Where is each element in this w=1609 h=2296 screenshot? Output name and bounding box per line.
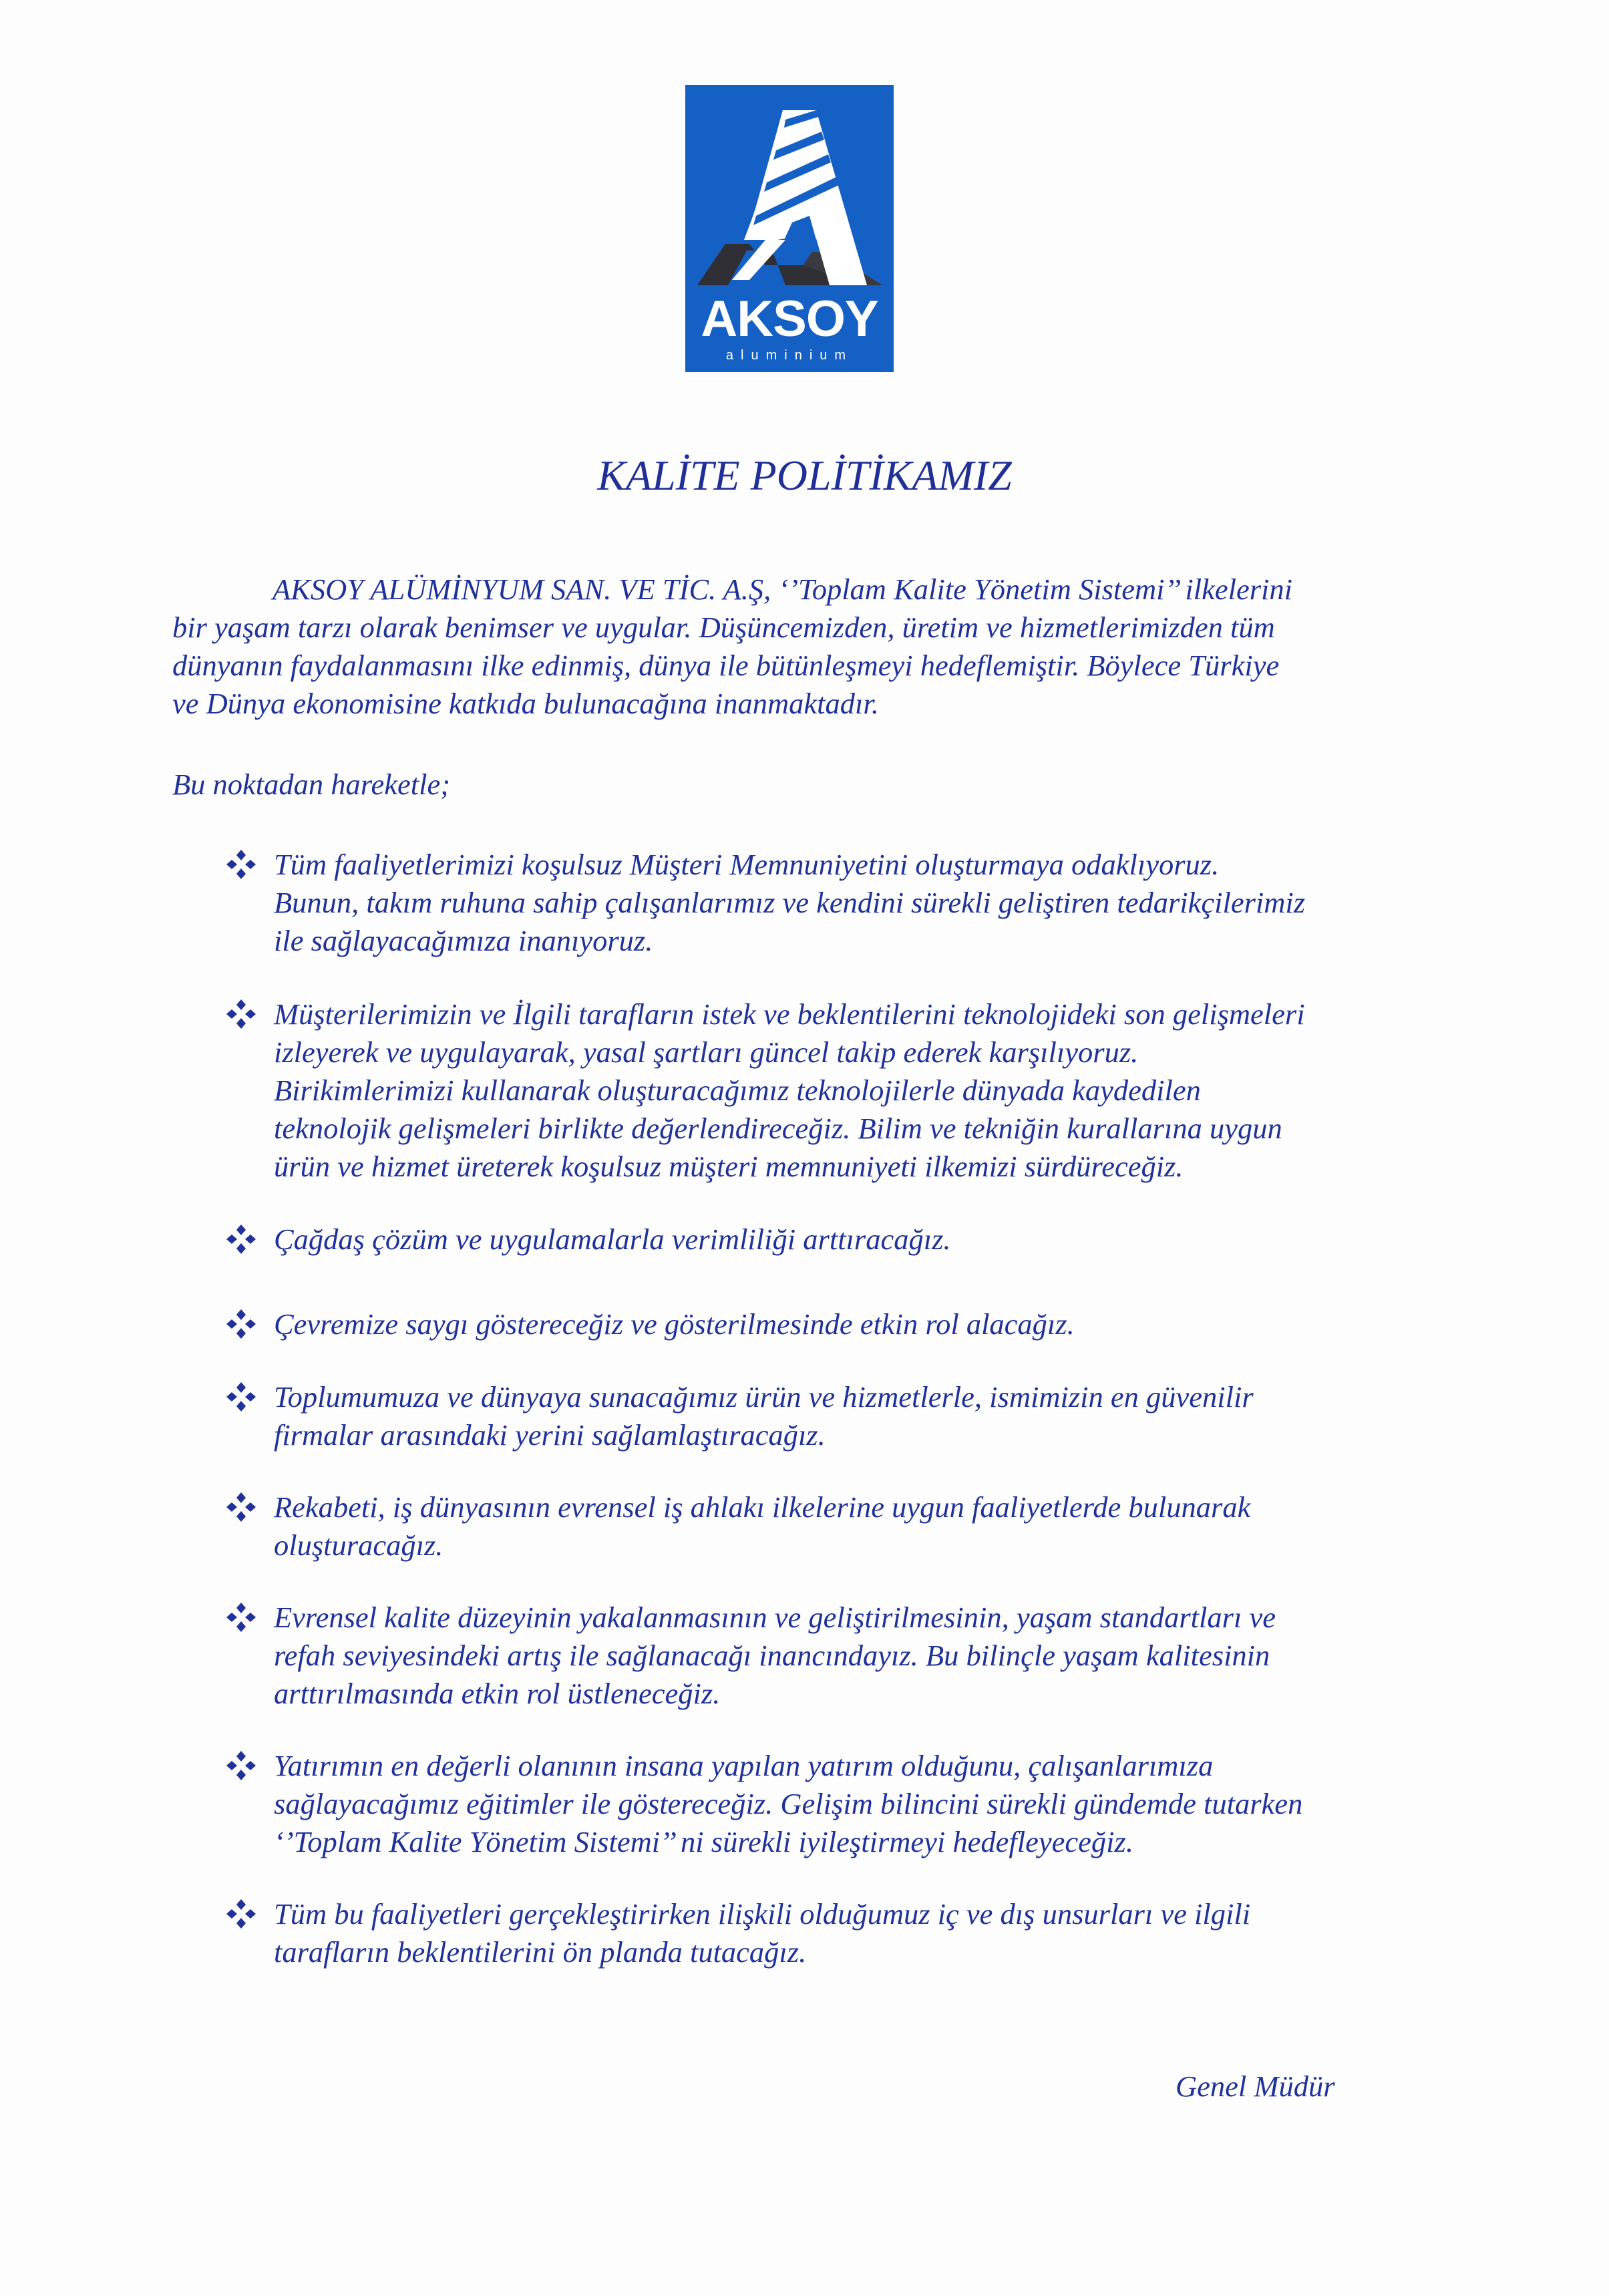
diamond-bullet-icon xyxy=(225,1898,257,1930)
bullet-line: sağlayacağımız eğitimler ile göstereceğiz. Gelişim bilincini sürekli gündemde tutarken xyxy=(274,1787,1303,1820)
diamond-bullet-icon xyxy=(225,1491,257,1523)
bullet-line: ürün ve hizmet üreterek koşulsuz müşteri memnuniyeti ilkemizi sürdüreceğiz. xyxy=(274,1150,1184,1183)
logo-subtitle: aluminium xyxy=(725,348,854,363)
bullet-line: ‘’Toplam Kalite Yönetim Sistemi’’ ni sürekli iyileştirmeyi hedefleyeceğiz. xyxy=(274,1825,1133,1858)
bullet-text xyxy=(274,1220,951,1259)
bullet-line: arttırılmasında etkin rol üstleneceğiz. xyxy=(274,1677,721,1710)
bullet-line: Tüm bu faaliyetleri gerçekleştirirken ilişkili olduğumuz iç ve dış unsurları ve ilgili xyxy=(274,1897,1251,1931)
intro-line: AKSOY ALÜMİNYUM SAN. VE TİC. A.Ş, ‘’Toplam Kalite Yönetim Sistemi’’ ilkelerini xyxy=(273,572,1293,606)
intro-line: dünyanın faydalanmasını ilke edinmiş, dünya ile bütünleşmeyi hedeflemiştir. Böylece Türkiye xyxy=(172,649,1280,682)
aksoy-logo xyxy=(685,85,894,372)
bullet-text xyxy=(274,1895,1250,1971)
bullet-line: Çağdaş çözüm ve uygulamalarla verimliliği arttıracağız. xyxy=(274,1222,951,1256)
bullet-line: Müşterilerimizin ve İlgili tarafların istek ve beklentilerini teknolojideki son gelişmeleri xyxy=(274,997,1305,1031)
lead-line: Bu noktadan hareketle; xyxy=(172,768,451,801)
bullet-text xyxy=(274,846,1305,960)
bullet-line: oluşturacağız. xyxy=(274,1528,443,1562)
bullet-text xyxy=(274,1378,1254,1454)
bullet-line: Rekabeti, iş dünyasının evrensel iş ahlakı ilkelerine uygun faaliyetlerde bulunarak xyxy=(274,1490,1251,1524)
page-title: KALİTE POLİTİKAMIZ xyxy=(597,452,1012,499)
logo-brand-name: AKSOY xyxy=(701,291,878,347)
bullet-line: tarafların beklentilerini ön planda tutacağız. xyxy=(274,1935,807,1969)
diamond-bullet-icon xyxy=(225,998,257,1030)
diamond-bullet-icon xyxy=(225,1308,257,1340)
bullet-line: refah seviyesindeki artış ile sağlanacağı inancındayız. Bu bilinçle yaşam kalitesinin xyxy=(274,1639,1270,1672)
diamond-bullet-icon xyxy=(225,1750,257,1782)
bullet-line: teknolojik gelişmeleri birlikte değerlendireceğiz. Bilim ve tekniğin kurallarına uygun xyxy=(274,1112,1282,1145)
signature-title: Genel Müdür xyxy=(1176,2070,1335,2103)
bullet-text xyxy=(274,1747,1302,1861)
bullet-line: Evrensel kalite düzeyinin yakalanmasının ve geliştirilmesinin, yaşam standartları ve xyxy=(274,1601,1276,1634)
intro-line: bir yaşam tarzı olarak benimser ve uygular. Düşüncemizden, üretim ve hizmetlerimizden tüm xyxy=(172,611,1275,644)
intro-paragraph xyxy=(172,570,1292,723)
bullet-text xyxy=(274,1488,1250,1565)
bullet-line: ile sağlayacağımıza inanıyoruz. xyxy=(274,924,653,957)
bullet-line: Çevremize saygı göstereceğiz ve gösterilmesinde etkin rol alacağız. xyxy=(274,1307,1075,1341)
intro-line: ve Dünya ekonomisine katkıda bulunacağına inanmaktadır. xyxy=(172,687,879,720)
bullet-line: izleyerek ve uygulayarak, yasal şartları güncel takip ederek karşılıyoruz. xyxy=(274,1035,1139,1069)
bullet-text xyxy=(274,1305,1075,1343)
bullet-text xyxy=(274,995,1305,1186)
bullet-text xyxy=(274,1599,1276,1713)
bullet-line: Bunun, takım ruhuna sahip çalışanlarımız ve kendini sürekli geliştiren tedarikçilerimiz xyxy=(274,886,1306,919)
bullet-line: firmalar arasındaki yerini sağlamlaştıracağız. xyxy=(274,1418,826,1452)
bullet-line: Yatırımın en değerli olanının insana yapılan yatırım olduğunu, çalışanlarımıza xyxy=(274,1749,1214,1782)
bullet-line: Birikimlerimizi kullanarak oluşturacağımız teknolojilerle dünyada kaydedilen xyxy=(274,1074,1201,1107)
diamond-bullet-icon xyxy=(225,1601,257,1633)
bullet-line: Tüm faaliyetlerimizi koşulsuz Müşteri Memnuniyetini oluşturmaya odaklıyoruz. xyxy=(274,848,1220,881)
bullet-line: Toplumumuza ve dünyaya sunacağımız ürün ve hizmetlerle, ismimizin en güvenilir xyxy=(274,1380,1254,1414)
diamond-bullet-icon xyxy=(225,1381,257,1413)
diamond-bullet-icon xyxy=(225,1223,257,1255)
diamond-bullet-icon xyxy=(225,848,257,880)
